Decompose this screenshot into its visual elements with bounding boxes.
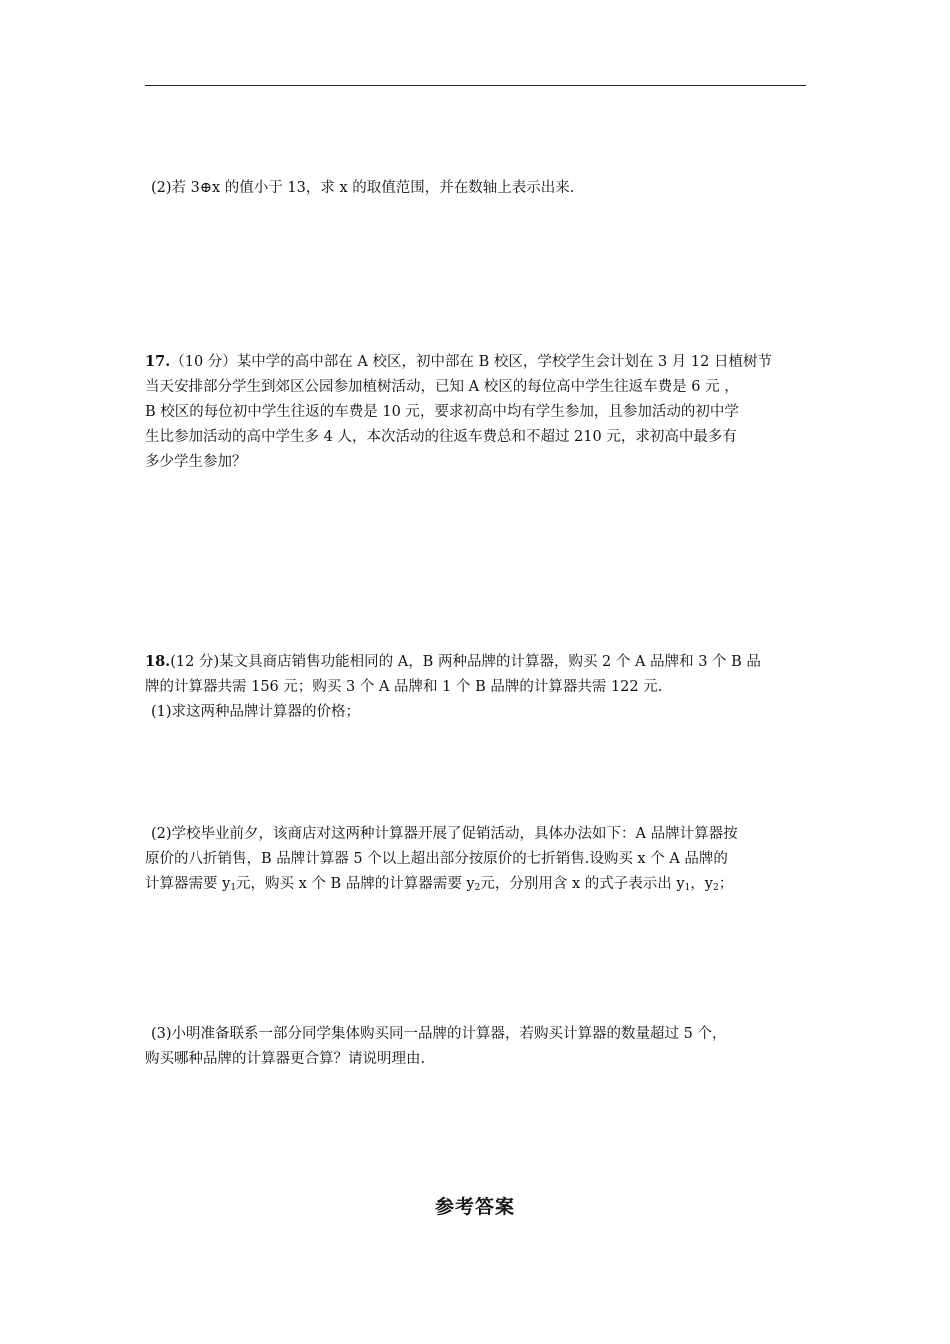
- question-line: 17.（10 分）某中学的高中部在 A 校区，初中部在 B 校区，学校学生会计划在 3 月 12 日植树节: [145, 353, 772, 370]
- question-18: [145, 649, 810, 725]
- question-text: (2)若 3⊕x 的值小于 13，求 x 的取值范围，并在数轴上表示出来.: [151, 180, 575, 196]
- question-18-part-2: [145, 822, 810, 897]
- question-line: (2)学校毕业前夕，该商店对这两种计算器开展了促销活动，具体办法如下：A 品牌计算器按: [151, 826, 738, 842]
- question-18-part-1: (1)求这两种品牌计算器的价格；: [151, 704, 361, 720]
- question-line: 当天安排部分学生到郊区公园参加植树活动，已知 A 校区的每位高中学生往返车费是 6 元 ，: [145, 379, 739, 395]
- answer-heading: 参考答案: [434, 1196, 515, 1218]
- question-line: 生比参加活动的高中学生多 4 人，本次活动的往返车费总和不超过 210 元，求初高中最多有: [145, 429, 737, 445]
- question-line: (3)小明准备联系一部分同学集体购买同一品牌的计算器，若购买计算器的数量超过 5 个，: [151, 1026, 727, 1042]
- question-line: B 校区的每位初中学生往返的车费是 10 元，要求初高中均有学生参加，且参加活动的初中学: [145, 404, 739, 420]
- question-line: 计算器需要 $y_1$元，购买 x 个 B 品牌的计算器需要 $y_2$元，分别用含 x 的式子表示出 $y_1$，$y_2$；: [145, 876, 734, 893]
- header-rule: [145, 85, 806, 86]
- question-16-part-2: [145, 176, 816, 201]
- question-line: 购买哪种品牌的计算器更合算？请说明理由.: [145, 1051, 426, 1067]
- question-18-part-3: [145, 1022, 810, 1072]
- question-number: 18.: [145, 653, 171, 670]
- question-17: [145, 349, 810, 475]
- question-line: 18.(12 分)某文具商店销售功能相同的 A，B 两种品牌的计算器，购买 2 个 A 品牌和 3 个 B 品: [145, 653, 761, 670]
- question-number: 17.: [145, 353, 171, 370]
- question-line: 多少学生参加？: [145, 454, 247, 470]
- question-line: 原价的八折销售，B 品牌计算器 5 个以上超出部分按原价的七折销售.设购买 x 个 A 品牌的: [145, 851, 728, 867]
- question-line: 牌的计算器共需 156 元；购买 3 个 A 品牌和 1 个 B 品牌的计算器共需 122 元.: [145, 679, 663, 695]
